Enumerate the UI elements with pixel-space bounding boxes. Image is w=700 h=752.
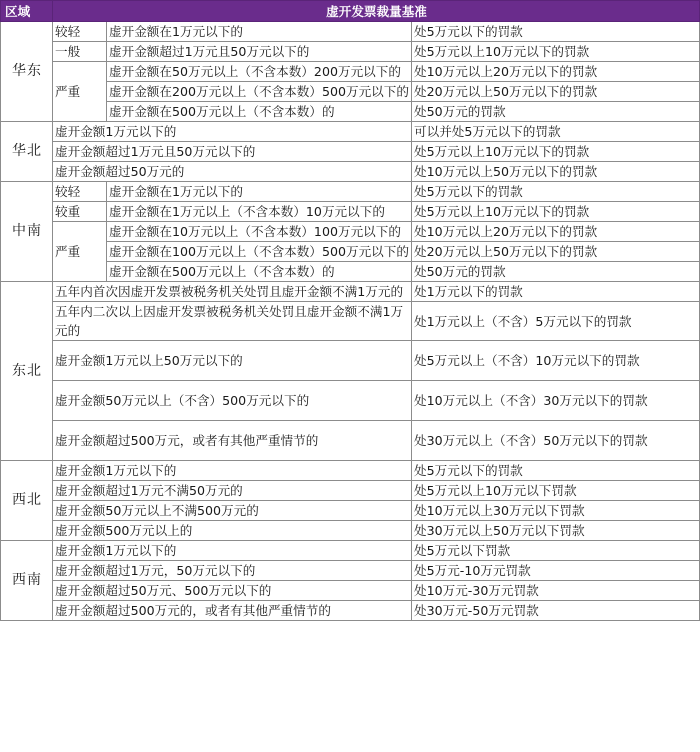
penalty-cell: 处5万元以下的罚款 [412,182,700,202]
penalty-cell: 可以并处5万元以下的罚款 [412,122,700,142]
condition-cell: 虚开金额在50万元以上（不含本数）200万元以下的 [107,62,412,82]
table-row [1,182,700,202]
condition-cell: 虚开金额1万元以下的 [53,461,412,481]
penalty-cell: 处10万元以上30万元以下罚款 [412,501,700,521]
penalty-cell: 处5万元以上10万元以下的罚款 [412,202,700,222]
severity-cell: 严重 [53,62,107,122]
condition-cell: 虚开金额50万元以上不满500万元的 [53,501,412,521]
penalty-cell: 处5万元以上10万元以下罚款 [412,481,700,501]
condition-cell: 虚开金额超过50万元的 [53,162,412,182]
region-cell-huadong: 华东 [1,22,53,122]
penalty-cell: 处5万元以下的罚款 [412,22,700,42]
penalty-cell: 处1万元以下的罚款 [412,282,700,302]
condition-cell: 虚开金额在1万元以下的 [107,22,412,42]
penalty-cell: 处5万元以上（不含）10万元以下的罚款 [412,341,700,381]
penalty-cell: 处1万元以上（不含）5万元以下的罚款 [412,302,700,341]
condition-cell: 五年内二次以上因虚开发票被税务机关处罚且虚开金额不满1万元的 [53,302,412,341]
condition-cell: 虚开金额超过1万元且50万元以下的 [53,142,412,162]
table-row [1,561,700,581]
table-row [1,282,700,302]
penalty-cell: 处5万元以上10万元以下的罚款 [412,142,700,162]
penalty-cell: 处30万元以上（不含）50万元以下的罚款 [412,421,700,461]
penalty-cell: 处20万元以上50万元以下的罚款 [412,242,700,262]
penalty-cell: 处10万元以上（不含）30万元以下的罚款 [412,381,700,421]
condition-cell: 虚开金额超过1万元不满50万元的 [53,481,412,501]
table-row [1,62,700,82]
region-cell-huabei: 华北 [1,122,53,182]
severity-cell: 严重 [53,222,107,282]
condition-cell: 虚开金额1万元以上50万元以下的 [53,341,412,381]
condition-cell: 虚开金额在10万元以上（不含本数）100万元以下的 [107,222,412,242]
condition-cell: 五年内首次因虚开发票被税务机关处罚且虚开金额不满1万元的 [53,282,412,302]
penalty-cell: 处30万元-50万元罚款 [412,601,700,621]
condition-cell: 虚开金额1万元以下的 [53,122,412,142]
table-row [1,341,700,381]
condition-cell: 虚开金额500万元以上的 [53,521,412,541]
table-row [1,222,700,242]
table-row [1,541,700,561]
penalty-cell: 处5万元以下罚款 [412,541,700,561]
table-row [1,381,700,421]
condition-cell: 虚开金额在200万元以上（不含本数）500万元以下的 [107,82,412,102]
condition-cell: 虚开金额50万元以上（不含）500万元以下的 [53,381,412,421]
table-row [1,481,700,501]
region-cell-xinan: 西南 [1,541,53,621]
table-row [1,421,700,461]
condition-cell: 虚开金额在500万元以上（不含本数）的 [107,102,412,122]
condition-cell: 虚开金额超过1万元且50万元以下的 [107,42,412,62]
table-row [1,22,700,42]
table-row [1,42,700,62]
penalty-cell: 处5万元以上10万元以下的罚款 [412,42,700,62]
condition-cell: 虚开金额超过50万元、500万元以下的 [53,581,412,601]
region-cell-zhongnan: 中南 [1,182,53,282]
table-row [1,521,700,541]
condition-cell: 虚开金额超过500万元的，或者有其他严重情节的 [53,601,412,621]
table-title: 虚开发票裁量基准 [53,1,700,22]
penalty-cell: 处10万元以上20万元以下的罚款 [412,222,700,242]
table-row [1,601,700,621]
region-column-header: 区域 [1,1,53,22]
penalty-cell: 处50万元的罚款 [412,102,700,122]
table-row [1,162,700,182]
penalty-cell: 处20万元以上50万元以下的罚款 [412,82,700,102]
penalty-cell: 处10万元以上20万元以下的罚款 [412,62,700,82]
penalty-cell: 处30万元以上50万元以下罚款 [412,521,700,541]
table-row [1,581,700,601]
table-row [1,122,700,142]
condition-cell: 虚开金额超过500万元，或者有其他严重情节的 [53,421,412,461]
severity-cell: 较轻 [53,22,107,42]
table-row [1,461,700,481]
table-row [1,202,700,222]
severity-cell: 较重 [53,202,107,222]
severity-cell: 一般 [53,42,107,62]
region-cell-dongbei: 东北 [1,282,53,461]
penalty-cell: 处10万元以上50万元以下的罚款 [412,162,700,182]
condition-cell: 虚开金额1万元以下的 [53,541,412,561]
region-cell-xibei: 西北 [1,461,53,541]
table-row [1,302,700,341]
condition-cell: 虚开金额在1万元以下的 [107,182,412,202]
condition-cell: 虚开金额超过1万元，50万元以下的 [53,561,412,581]
table-header-row [1,1,700,22]
condition-cell: 虚开金额在500万元以上（不含本数）的 [107,262,412,282]
table-row [1,142,700,162]
penalty-cell: 处50万元的罚款 [412,262,700,282]
penalty-cell: 处5万元-10万元罚款 [412,561,700,581]
condition-cell: 虚开金额在100万元以上（不含本数）500万元以下的 [107,242,412,262]
severity-cell: 较轻 [53,182,107,202]
penalty-cell: 处10万元-30万元罚款 [412,581,700,601]
penalty-cell: 处5万元以下的罚款 [412,461,700,481]
table-row [1,501,700,521]
condition-cell: 虚开金额在1万元以上（不含本数）10万元以下的 [107,202,412,222]
